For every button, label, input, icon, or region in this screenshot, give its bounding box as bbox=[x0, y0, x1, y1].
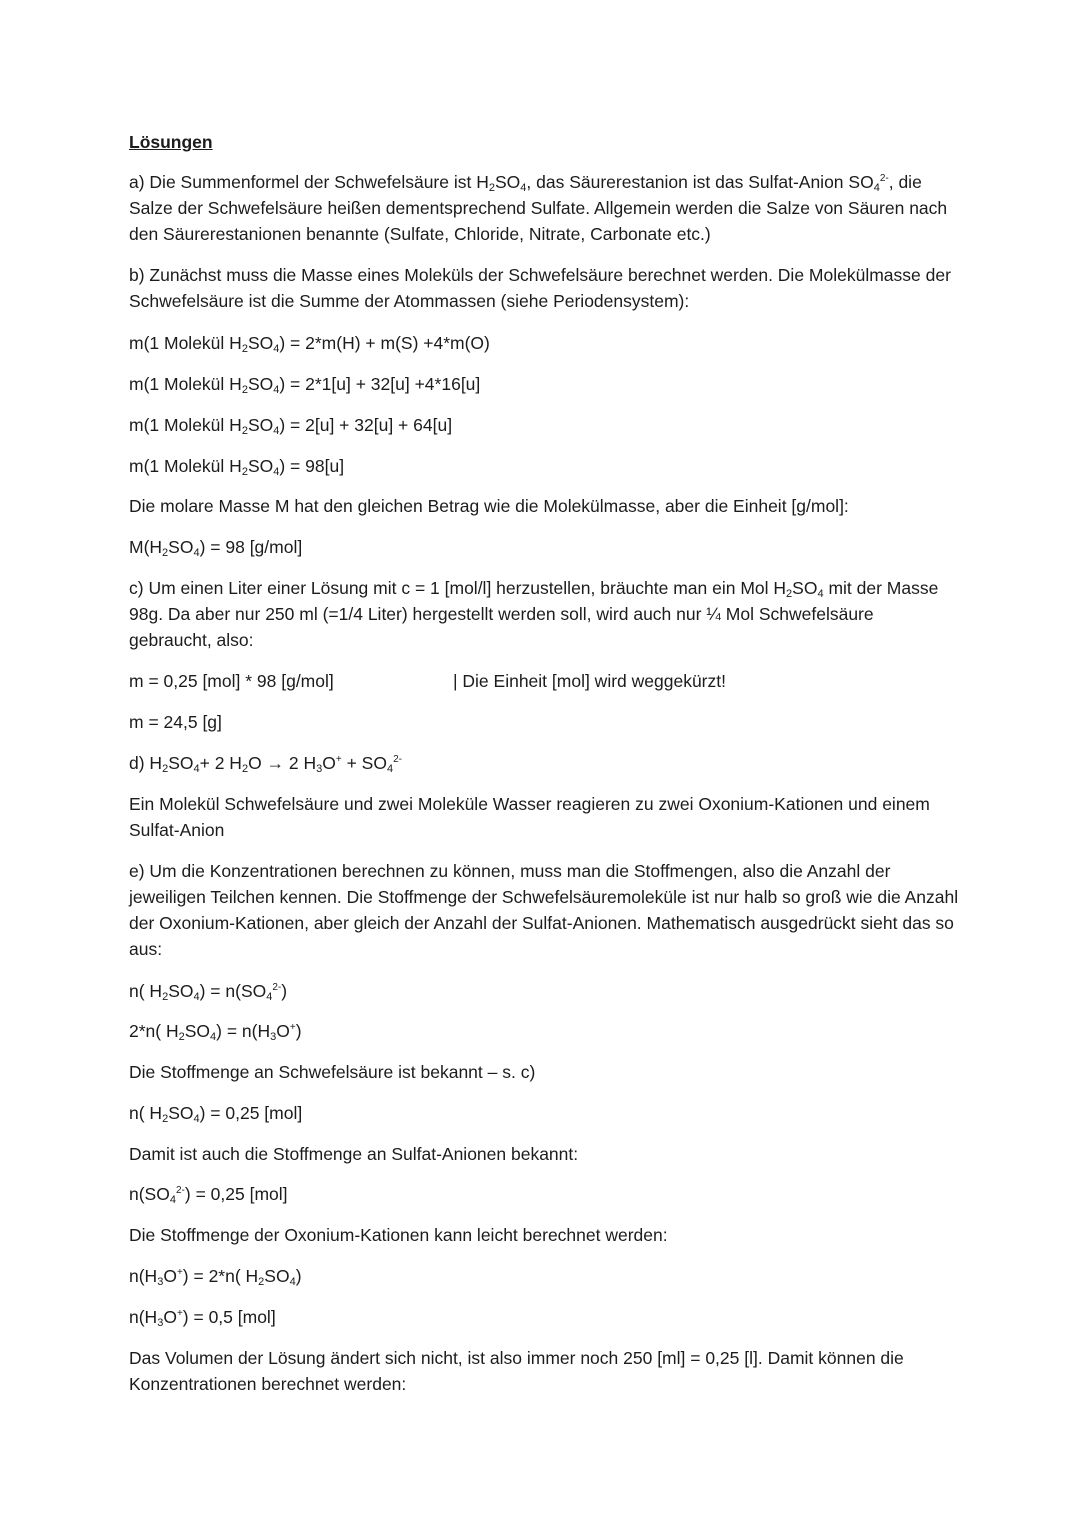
paragraph-b-intro: b) Zunächst muss die Masse eines Moleküls der Schwefelsäure berechnet werden. Die Molekülmasse der Schwefelsäure ist die Summe der Atommassen (siehe Periodensystem): bbox=[129, 265, 951, 311]
volume-text: Das Volumen der Lösung ändert sich nicht, ist also immer noch 250 [ml] = 0,25 [l]. Damit können die Konzentrationen berechnet werden: bbox=[129, 1348, 904, 1394]
oxonium-amount-text: Die Stoffmenge der Oxonium-Kationen kann leicht berechnet werden: bbox=[129, 1225, 668, 1245]
molar-mass-text: Die molare Masse M hat den gleichen Betrag wie die Molekülmasse, aber die Einheit [g/mol]: bbox=[129, 496, 849, 516]
page-title: Lösungen bbox=[129, 132, 213, 152]
equation-b4: m(1 Molekül $H_2SO_4) = 98[u]$ bbox=[129, 456, 345, 478]
molar-mass-equation: $M(H_2SO_4) = 98$ [g/mol] bbox=[129, 537, 303, 559]
equation-e3: n( $H_2SO_4) = 0,25$ [mol] bbox=[129, 1103, 303, 1125]
reaction-equation-d: d) $H_2SO_4+ 2$ $H_2O \to 2$ $H_3O^+ + SO_4^{2-}$ bbox=[129, 753, 402, 775]
equation-b3: m(1 Molekül $H_2SO_4) = 2[u] + 32[u] + 64[u]$ bbox=[129, 415, 453, 437]
equation-e5: $n(H_3O^+) = 2*n$( $H_2SO_4$) bbox=[129, 1266, 302, 1288]
known-amount-text: Die Stoffmenge an Schwefelsäure ist bekannt – s. c) bbox=[129, 1062, 536, 1082]
paragraph-a: a) Die Summenformel der Schwefelsäure ist $H_2SO_4$, das Säurerestanion ist das Sulfat-Anion $SO_4^{2-}$, die Salze der Schwefelsäure heißen dementsprechend Sulfate. Allgemein werden die Salze von Säuren nach den Säurerestanionen benannte (Sulfate, Chloride, Nitrate, Carbonate etc.) bbox=[129, 172, 948, 244]
equation-c1-remark: | Die Einheit [mol] wird weggekürzt! bbox=[453, 671, 726, 691]
equation-b1: m(1 Molekül $H_2SO_4) = 2*m(H) + m(S) +4*m(O)$ bbox=[129, 333, 490, 355]
paragraph-e-intro: e) Um die Konzentrationen berechnen zu können, muss man die Stoffmengen, also die Anzahl der jeweiligen Teilchen kennen. Die Stoffmenge der Schwefelsäuremoleküle ist nur halb so groß wie die Anzahl der Oxonium-Kationen, aber gleich der Anzahl der Sulfat-Anionen. Mathematisch ausgedrückt sieht das so aus: bbox=[129, 861, 959, 959]
equation-e1: n( $H_2SO_4) = n(SO_4^{2-})$ bbox=[129, 981, 288, 1003]
equation-e2: 2*n( $H_2SO_4) = n(H_3O^+)$ bbox=[129, 1021, 302, 1043]
sulfat-amount-text: Damit ist auch die Stoffmenge an Sulfat-Anionen bekannt: bbox=[129, 1144, 579, 1164]
equation-e4: $n(SO_4^{2-}) = 0,25$ [mol] bbox=[129, 1184, 288, 1206]
equation-c2: m = 24,5 [g] bbox=[129, 712, 222, 732]
equation-e6: $n(H_3O^+) = 0,5$ [mol] bbox=[129, 1307, 276, 1329]
equation-b2: m(1 Molekül $H_2SO_4) = 2*1[u] + 32[u] +4*16[u]$ bbox=[129, 374, 481, 396]
paragraph-d-description: Ein Molekül Schwefelsäure und zwei Moleküle Wasser reagieren zu zwei Oxonium-Kationen und einem Sulfat-Anion bbox=[129, 794, 930, 840]
equation-c1: m = 0,25 [mol] * 98 [g/mol] bbox=[129, 671, 334, 691]
paragraph-c: c) Um einen Liter einer Lösung mit c = 1 [mol/l] herzustellen, bräuchte man ein Mol $H_2SO_4$ mit der Masse 98g. Da aber nur 250 ml (=1/4 Liter) hergestellt werden soll, wird auch nur ¼ Mol Schwefelsäure gebraucht, also: bbox=[129, 578, 939, 650]
